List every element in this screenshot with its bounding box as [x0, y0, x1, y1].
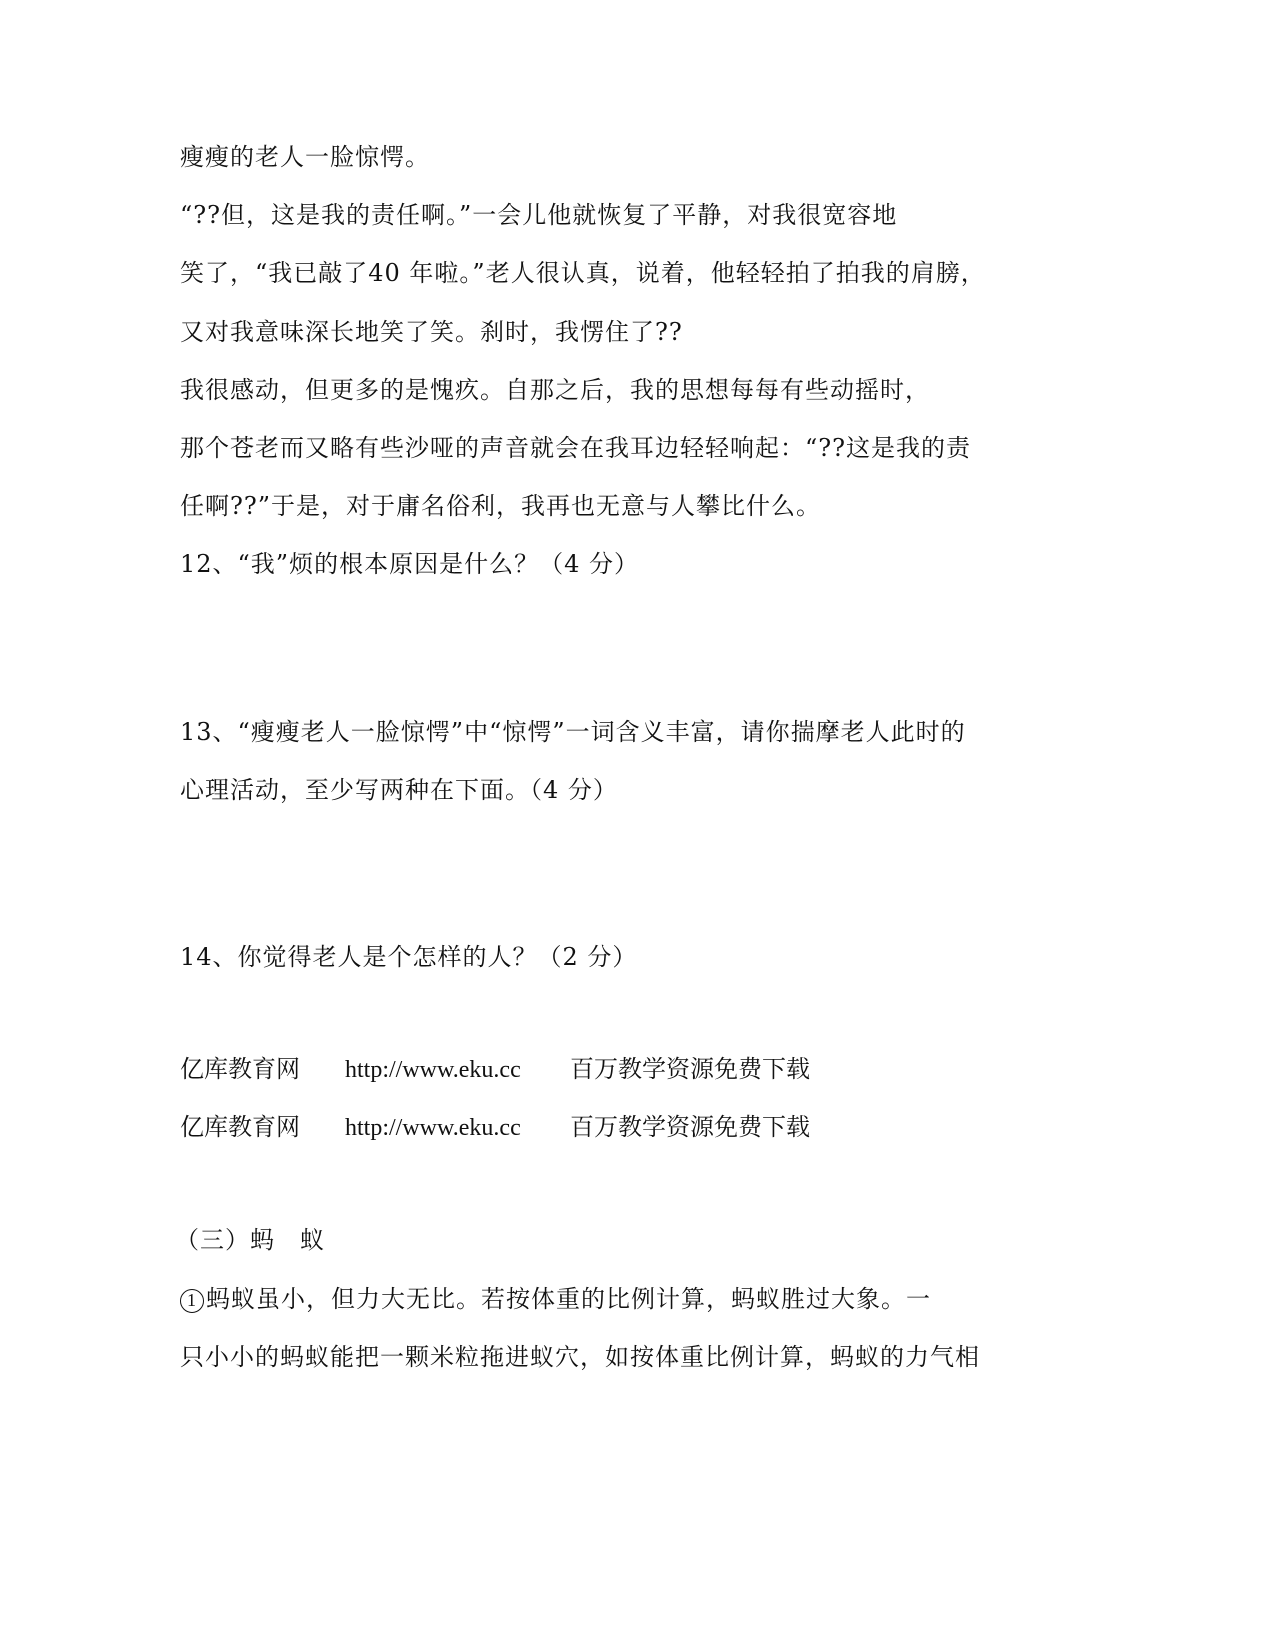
site-url-link[interactable]: http://www.eku.cc [345, 1057, 521, 1083]
story-line-3: 笑了，“我已敲了40 年啦。”老人很认真，说着，他轻轻拍了拍我的肩膀， [180, 259, 986, 287]
question-13-line-1: 13、“瘦瘦老人一脸惊愕”中“惊愕”一词含义丰富，请你揣摩老人此时的 [180, 718, 966, 746]
section-3-heading: （三）蚂 蚁 [175, 1226, 325, 1254]
site-footer-2 [180, 1111, 810, 1144]
story-line-6: 那个苍老而又略有些沙哑的声音就会在我耳边轻轻响起：“??这是我的责 [180, 434, 972, 462]
story-line-7: 任啊??”于是，对于庸名俗利，我再也无意与人攀比什么。 [180, 492, 822, 520]
paragraph-number-marker: 1 [180, 1289, 204, 1313]
question-14: 14、你觉得老人是个怎样的人？（2 分） [180, 943, 638, 971]
story-line-5: 我很感动，但更多的是愧疚。自那之后，我的思想每每有些动摇时， [180, 376, 930, 404]
section-3-paragraph-1-line-2: 只小小的蚂蚁能把一颗米粒拖进蚁穴，如按体重比例计算，蚂蚁的力气相 [180, 1343, 980, 1371]
story-line-2: “??但，这是我的责任啊。”一会儿他就恢复了平静，对我很宽容地 [180, 201, 898, 229]
question-13-line-2: 心理活动，至少写两种在下面。（4 分） [180, 776, 618, 804]
paragraph-text: 蚂蚁虽小，但力大无比。若按体重的比例计算，蚂蚁胜过大象。一 [206, 1285, 931, 1313]
section-3-paragraph-1-line-1 [180, 1283, 931, 1315]
site-name: 亿库教育网 [180, 1113, 300, 1141]
question-12: 12、“我”烦的根本原因是什么？（4 分） [180, 550, 639, 578]
story-line-1: 瘦瘦的老人一脸惊愕。 [180, 143, 430, 171]
site-url-link[interactable]: http://www.eku.cc [345, 1115, 521, 1141]
site-slogan: 百万教学资源免费下载 [570, 1055, 810, 1083]
site-footer-1 [180, 1053, 810, 1086]
site-slogan: 百万教学资源免费下载 [570, 1113, 810, 1141]
site-name: 亿库教育网 [180, 1055, 300, 1083]
story-line-4: 又对我意味深长地笑了笑。刹时，我愣住了?? [180, 318, 683, 346]
